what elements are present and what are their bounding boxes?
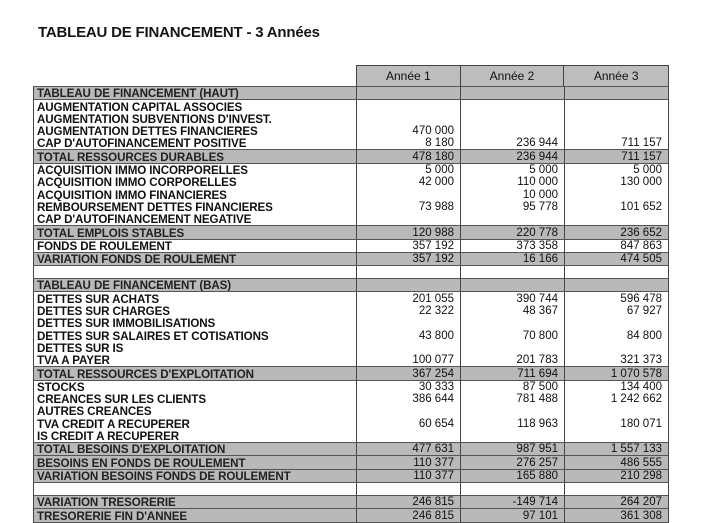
row-label: TVA CREDIT A RECUPERER (34, 417, 357, 429)
cell-year-3: 134 400 (565, 380, 669, 393)
cell-year-1: 22 322 (357, 305, 461, 317)
table-row (34, 317, 669, 329)
table-row (34, 305, 669, 317)
cell-year-3 (565, 317, 669, 329)
table-row-highlighted (34, 456, 669, 469)
table-row-highlighted (34, 252, 669, 265)
cell-year-3: 5 000 (565, 163, 669, 176)
cell-year-3: 486 555 (565, 456, 669, 469)
document-title: TABLEAU DE FINANCEMENT - 3 Années (38, 24, 320, 41)
column-header-year-1: Année 1 (357, 66, 461, 86)
cell-year-3: 321 373 (565, 354, 669, 367)
row-label: TABLEAU DE FINANCEMENT (BAS) (34, 279, 357, 292)
table-row (34, 137, 669, 150)
cell-year-2: 97 101 (461, 509, 565, 522)
row-label: DETTES SUR SALAIRES ET COTISATIONS (34, 329, 357, 341)
table-row (34, 393, 669, 405)
table-row (34, 405, 669, 417)
cell-year-1 (357, 113, 461, 125)
row-label: TOTAL EMPLOIS STABLES (34, 226, 357, 239)
column-header-year-2: Année 2 (461, 66, 565, 86)
row-label: BESOINS EN FONDS DE ROULEMENT (34, 456, 357, 469)
row-label: DETTES SUR CHARGES (34, 305, 357, 317)
cell-year-1: 5 000 (357, 163, 461, 176)
row-label: REMBOURSEMENT DETTES FINANCIERES (34, 201, 357, 213)
cell-year-1: 73 988 (357, 201, 461, 213)
cell-year-2: 16 166 (461, 252, 565, 265)
row-label: TOTAL RESSOURCES D'EXPLOITATION (34, 367, 357, 380)
table-row-highlighted (34, 279, 669, 292)
cell-year-3 (565, 188, 669, 200)
cell-year-2: 220 778 (461, 226, 565, 239)
row-label: ACQUISITION IMMO INCORPORELLES (34, 163, 357, 176)
cell-year-3: 236 652 (565, 226, 669, 239)
row-label: VARIATION TRESORERIE (34, 495, 357, 508)
cell-year-1 (357, 213, 461, 226)
cell-year-2: 373 358 (461, 239, 565, 252)
row-label: AUTRES CREANCES (34, 405, 357, 417)
column-header-year-3: Année 3 (593, 69, 639, 83)
cell-year-3: 711 157 (565, 150, 669, 163)
cell-year-2: 711 694 (461, 367, 565, 380)
cell-year-2 (461, 125, 565, 137)
table-row (34, 239, 669, 252)
cell-year-1: 60 654 (357, 417, 461, 429)
cell-year-3: 361 308 (565, 509, 669, 522)
cell-year-1 (357, 100, 461, 113)
cell-year-3 (565, 342, 669, 354)
cell-year-1 (357, 342, 461, 354)
cell-year-3 (565, 213, 669, 226)
cell-year-3 (565, 87, 669, 100)
row-label: AUGMENTATION CAPITAL ASSOCIES (34, 100, 357, 113)
cell-year-2 (461, 266, 565, 279)
cell-year-1: 477 631 (357, 443, 461, 456)
cell-year-2: 70 800 (461, 329, 565, 341)
cell-year-1 (357, 266, 461, 279)
cell-year-3: 711 157 (565, 137, 669, 150)
table-row (34, 354, 669, 367)
cell-year-1: 367 254 (357, 367, 461, 380)
cell-year-2: 118 963 (461, 417, 565, 429)
table-row-highlighted (34, 509, 669, 522)
cell-year-2 (461, 113, 565, 125)
blank-row (34, 482, 669, 495)
cell-year-2: 781 488 (461, 393, 565, 405)
cell-year-2 (461, 342, 565, 354)
cell-year-1 (357, 430, 461, 443)
cell-year-1: 110 377 (357, 469, 461, 482)
table-header (356, 65, 669, 86)
cell-year-2: 10 000 (461, 188, 565, 200)
row-label: CAP D'AUTOFINANCEMENT POSITIVE (34, 137, 357, 150)
cell-year-3 (565, 266, 669, 279)
cell-year-2 (461, 279, 565, 292)
row-label: STOCKS (34, 380, 357, 393)
cell-year-2 (461, 430, 565, 443)
table-row-highlighted (34, 226, 669, 239)
table-row-highlighted (34, 469, 669, 482)
cell-year-1 (357, 279, 461, 292)
cell-year-3: 180 071 (565, 417, 669, 429)
row-label: TABLEAU DE FINANCEMENT (HAUT) (34, 87, 357, 100)
cell-year-1: 30 333 (357, 380, 461, 393)
cell-year-3 (565, 113, 669, 125)
row-label: FONDS DE ROULEMENT (34, 239, 357, 252)
row-label: DETTES SUR IS (34, 342, 357, 354)
cell-year-3 (565, 125, 669, 137)
cell-year-2: 390 744 (461, 292, 565, 305)
cell-year-3 (565, 482, 669, 495)
cell-year-1: 110 377 (357, 456, 461, 469)
cell-year-3: 596 478 (565, 292, 669, 305)
cell-year-3: 847 863 (565, 239, 669, 252)
row-label: DETTES SUR ACHATS (34, 292, 357, 305)
blank-row (34, 266, 669, 279)
table-row-highlighted (34, 495, 669, 508)
cell-year-2: 276 257 (461, 456, 565, 469)
cell-year-1: 357 192 (357, 252, 461, 265)
table-row (34, 113, 669, 125)
cell-year-1: 246 815 (357, 495, 461, 508)
row-label: ACQUISITION IMMO FINANCIERES (34, 188, 357, 200)
cell-year-2: 987 951 (461, 443, 565, 456)
table-row (34, 201, 669, 213)
table-row (34, 329, 669, 341)
table-row (34, 380, 669, 393)
table-row (34, 430, 669, 443)
row-label: ACQUISITION IMMO CORPORELLES (34, 176, 357, 188)
table-row (34, 163, 669, 176)
table-row-highlighted (34, 443, 669, 456)
table-row-highlighted (34, 150, 669, 163)
cell-year-2: 87 500 (461, 380, 565, 393)
cell-year-2: 236 944 (461, 137, 565, 150)
cell-year-1: 470 000 (357, 125, 461, 137)
row-label: TOTAL RESSOURCES DURABLES (34, 150, 357, 163)
cell-year-1: 42 000 (357, 176, 461, 188)
table-row (34, 342, 669, 354)
cell-year-3: 474 505 (565, 252, 669, 265)
row-label: DETTES SUR IMMOBILISATIONS (34, 317, 357, 329)
row-label: VARIATION BESOINS FONDS DE ROULEMENT (34, 469, 357, 482)
cell-year-1 (357, 482, 461, 495)
row-label: TVA A PAYER (34, 354, 357, 367)
cell-year-3: 210 298 (565, 469, 669, 482)
table-row (34, 417, 669, 429)
table-row (34, 213, 669, 226)
row-label: IS CREDIT A RECUPERER (34, 430, 357, 443)
row-label: VARIATION FONDS DE ROULEMENT (34, 252, 357, 265)
cell-year-2 (461, 100, 565, 113)
cell-year-3 (565, 279, 669, 292)
cell-year-3 (565, 100, 669, 113)
cell-year-3: 1 070 578 (565, 367, 669, 380)
row-label (34, 482, 357, 495)
table-body (33, 86, 669, 523)
row-label: AUGMENTATION DETTES FINANCIERES (34, 125, 357, 137)
row-label: AUGMENTATION SUBVENTIONS D'INVEST. (34, 113, 357, 125)
cell-year-1 (357, 317, 461, 329)
cell-year-2: 236 944 (461, 150, 565, 163)
table-row-highlighted (34, 367, 669, 380)
table-row (34, 100, 669, 113)
cell-year-3: 264 207 (565, 495, 669, 508)
cell-year-2: -149 714 (461, 495, 565, 508)
cell-year-2 (461, 482, 565, 495)
cell-year-1 (357, 405, 461, 417)
cell-year-3: 84 800 (565, 329, 669, 341)
cell-year-1: 100 077 (357, 354, 461, 367)
cell-year-1: 246 815 (357, 509, 461, 522)
cell-year-2 (461, 87, 565, 100)
cell-year-2: 110 000 (461, 176, 565, 188)
row-label: TRESORERIE FIN D'ANNEE (34, 509, 357, 522)
cell-year-2 (461, 405, 565, 417)
cell-year-1: 386 644 (357, 393, 461, 405)
financing-table (33, 65, 669, 523)
cell-year-3: 130 000 (565, 176, 669, 188)
cell-year-3 (565, 430, 669, 443)
cell-year-1: 357 192 (357, 239, 461, 252)
cell-year-3: 1 557 133 (565, 443, 669, 456)
cell-year-3 (565, 405, 669, 417)
cell-year-1: 43 800 (357, 329, 461, 341)
row-label (34, 266, 357, 279)
row-label: CAP D'AUTOFINANCEMENT NEGATIVE (34, 213, 357, 226)
cell-year-1: 120 988 (357, 226, 461, 239)
cell-year-2: 165 880 (461, 469, 565, 482)
cell-year-1 (357, 188, 461, 200)
cell-year-3: 67 927 (565, 305, 669, 317)
table-row-highlighted (34, 87, 669, 100)
cell-year-1: 8 180 (357, 137, 461, 150)
table-row (34, 292, 669, 305)
cell-year-2 (461, 213, 565, 226)
table-row (34, 188, 669, 200)
cell-year-2: 48 367 (461, 305, 565, 317)
row-label: TOTAL BESOINS D'EXPLOITATION (34, 443, 357, 456)
cell-year-2 (461, 317, 565, 329)
cell-year-2: 95 778 (461, 201, 565, 213)
cell-year-1: 478 180 (357, 150, 461, 163)
cell-year-1 (357, 87, 461, 100)
cell-year-2: 201 783 (461, 354, 565, 367)
table-row (34, 176, 669, 188)
table-row (34, 125, 669, 137)
cell-year-1: 201 055 (357, 292, 461, 305)
cell-year-2: 5 000 (461, 163, 565, 176)
cell-year-3: 101 652 (565, 201, 669, 213)
cell-year-3: 1 242 662 (565, 393, 669, 405)
row-label: CREANCES SUR LES CLIENTS (34, 393, 357, 405)
